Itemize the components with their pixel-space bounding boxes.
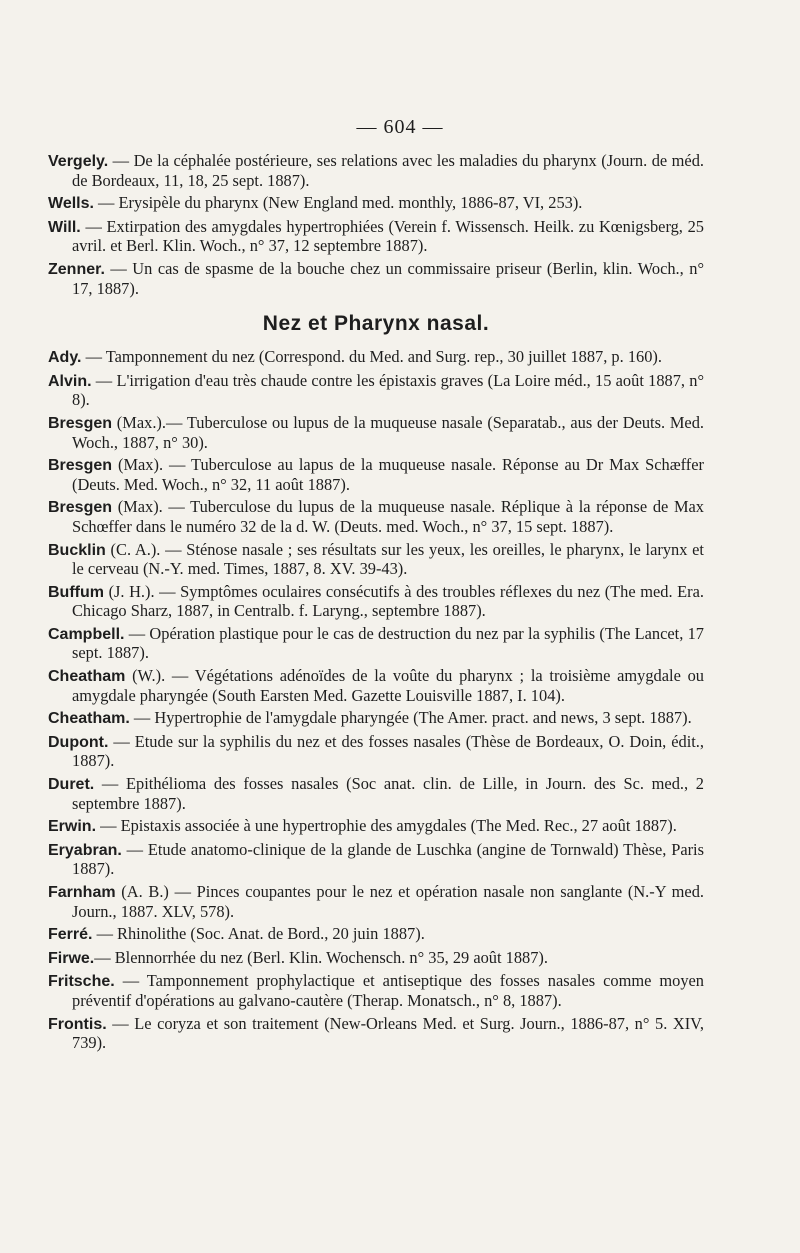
entries-nez-pharynx-nasal [48, 348, 704, 1053]
entry-text: — Epithélioma des fosses nasales (Soc anat. clin. de Lille, in Journ. des Sc. med., 2 septembre 1887). [72, 774, 704, 813]
bibliography-entry [48, 775, 704, 813]
bibliography-list [48, 152, 704, 1053]
entry-text: — Extirpation des amygdales hypertrophiées (Verein f. Wissensch. Heilk. zu Kœnigsberg, 25 avril. et Berl. Klin. Woch., n° 37, 12 septembre 1887). [72, 216, 704, 256]
entry-author: Farnham [48, 884, 116, 901]
bibliography-entry [48, 709, 704, 729]
entry-text: — Blennorrhée du nez (Berl. Klin. Wochensch. n° 35, 29 août 1887). [94, 947, 548, 967]
entry-author: Dupont. [48, 733, 109, 751]
entry-text: — Epistaxis associée à une hypertrophie des amygdales (The Med. Rec., 27 août 1887). [96, 816, 677, 836]
entry-author: Ferré. [48, 926, 93, 944]
entry-author: Frontis. [48, 1015, 107, 1033]
bibliography-entry [48, 152, 704, 190]
bibliography-entry [48, 372, 704, 410]
entry-text: — Etude anatomo-clinique de la glande de Luschka (angine de Tornwald) Thèse, Paris 1887). [72, 839, 704, 879]
entry-text: (A. B.) — Pinces coupantes pour le nez et opération nasale non sanglante (N.-Y med. Journ., 1887. XLV, 578). [72, 882, 704, 921]
entry-author: Cheatham. [48, 710, 130, 728]
bibliography-entry [48, 541, 704, 579]
bibliography-entry [48, 348, 704, 368]
bibliography-entry [48, 194, 704, 214]
bibliography-entry [48, 841, 704, 879]
entry-text: (Max). — Tuberculose du lupus de la muqueuse nasale. Réplique à la réponse de Max Schœffer dans le numéro 32 de la d. W. (Deuts. med. Woch., n° 37, 15 sept. 1887). [72, 497, 704, 536]
bibliography-entry [48, 925, 704, 945]
bibliography-entry [48, 583, 704, 621]
entry-text: — De la céphalée postérieure, ses relations avec les maladies du pharynx (Journ. de méd. de Bordeaux, 11, 18, 25 sept. 1887). [72, 151, 704, 190]
bibliography-entry [48, 456, 704, 494]
entry-text: — Opération plastique pour le cas de destruction du nez par la syphilis (The Lancet, 17 sept. 1887). [72, 623, 704, 663]
entry-author: Eryabran. [48, 841, 122, 859]
bibliography-entry [48, 414, 704, 452]
page-number: — 604 — [356, 116, 444, 138]
entries-pharynx [48, 152, 704, 298]
entry-text: (J. H.). — Symptômes oculaires consécutifs à des troubles réflexes du nez (The med. Era. Chicago Sharz, 1887, in Centralb. f. Laryng., septembre 1887). [72, 581, 704, 621]
entry-text: (Max). — Tuberculose au lapus de la muqueuse nasale. Réponse au Dr Max Schæffer (Deuts. Med. Woch., n° 32, 11 août 1887). [72, 455, 704, 494]
bibliography-entry [48, 625, 704, 663]
entry-author: Ady. [48, 349, 82, 367]
entry-text: — Rhinolithe (Soc. Anat. de Bord., 20 juin 1887). [92, 924, 425, 944]
bibliography-entry [48, 949, 704, 969]
entry-text: — Un cas de spasme de la bouche chez un commissaire priseur (Berlin, klin. Woch., n° 17, 1887). [72, 258, 704, 298]
entry-text: (C. A.). — Sténose nasale ; ses résultats sur les yeux, les oreilles, le pharynx, le larynx et le cerveau (N.-Y. med. Times, 1887, 8. XV. 39-43). [72, 539, 704, 579]
bibliography-entry [48, 498, 704, 536]
entry-text: — Tamponnement du nez (Correspond. du Med. and Surg. rep., 30 juillet 1887, p. 160). [81, 347, 662, 367]
entry-text: — Etude sur la syphilis du nez et des fosses nasales (Thèse de Bordeaux, O. Doin, édit., 1887). [72, 731, 704, 771]
entry-author: Wells. [48, 195, 94, 213]
entry-text: — L'irrigation d'eau très chaude contre les épistaxis graves (La Loire méd., 15 août 1887, n° 8). [72, 370, 704, 410]
entry-author: Will. [48, 218, 81, 236]
entry-text: — Tamponnement prophylactique et antiseptique des fosses nasales comme moyen préventif d'opérations au galvano-cautère (Therap. Monatsch., n° 8, 1887). [72, 971, 704, 1010]
entry-text: — Le coryza et son traitement (New-Orleans Med. et Surg. Journ., 1886-87, n° 5. XIV, 739). [72, 1013, 704, 1053]
entry-text: — Erysipèle du pharynx (New England med. monthly, 1886-87, VI, 253). [93, 193, 583, 213]
entry-author: Fritsche. [48, 973, 115, 991]
bibliography-entry [48, 883, 704, 921]
entry-author: Bresgen [48, 414, 113, 432]
entry-author: Buffum [48, 583, 104, 601]
bibliography-entry [48, 972, 704, 1010]
entry-author: Zenner. [48, 260, 105, 278]
entry-author: Bucklin [48, 541, 106, 559]
entry-text: (W.). — Végétations adénoïdes de la voûte du pharynx ; la troisième amygdale ou amygdale pharyngée (South Earsten Med. Gazette Louisville 1887, I. 104). [72, 666, 704, 705]
section-title: Nez et Pharynx nasal. [262, 312, 490, 336]
bibliography-entry [48, 733, 704, 771]
entry-author: Cheatham [48, 668, 126, 686]
bibliography-entry [48, 817, 704, 837]
bibliography-entry [48, 260, 704, 298]
entry-author: Bresgen [48, 499, 113, 517]
bibliography-entry [48, 218, 704, 256]
entry-text: — Hypertrophie de l'amygdale pharyngée (The Amer. pract. and news, 3 sept. 1887). [129, 708, 692, 728]
entry-author: Alvin. [48, 372, 92, 390]
entry-author: Firwe. [48, 949, 95, 967]
entry-author: Erwin. [48, 818, 97, 836]
entry-author: Bresgen [48, 457, 113, 475]
entry-author: Vergely. [48, 153, 109, 170]
bibliography-entry [48, 1015, 704, 1053]
bibliography-entry [48, 667, 704, 705]
entry-author: Campbell. [48, 625, 125, 643]
entry-author: Duret. [48, 776, 95, 794]
entry-text: (Max.).— Tuberculose ou lupus de la muqueuse nasale (Separatab., aus der Deuts. Med. Woch., 1887, n° 30). [72, 412, 704, 452]
